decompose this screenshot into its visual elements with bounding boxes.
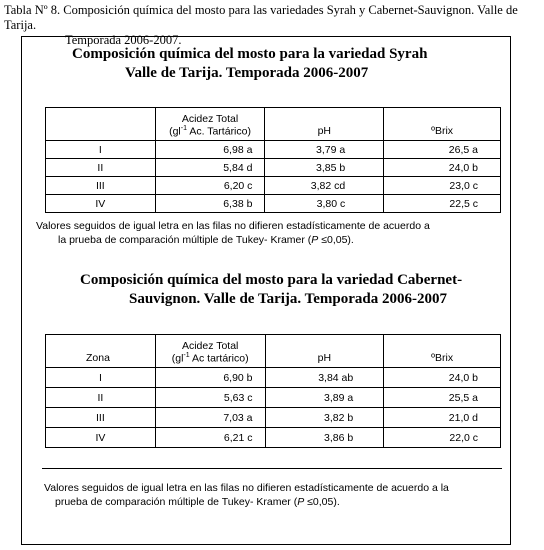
header-acidez: Acidez Total ($gl^{-1}$ Ac tartárico) bbox=[155, 335, 265, 368]
caption-line-1: Tabla Nº 8. Composición química del mosto para las variedades Syrah y Cabernet-Sauvignon. Valle de Tarija. bbox=[4, 3, 518, 32]
header-zona: Zona bbox=[46, 335, 156, 368]
table-row: III 6,20 c 3,82 cd 23,0 c bbox=[46, 177, 501, 195]
table-row: II 5,84 d 3,85 b 24,0 b bbox=[46, 159, 501, 177]
cabernet-title-line-1: Composición química del mosto para la variedad Cabernet- bbox=[80, 272, 463, 288]
header-ph: pH bbox=[265, 335, 384, 368]
cabernet-header-row bbox=[46, 335, 501, 368]
cabernet-table bbox=[45, 334, 501, 448]
header-brix: ºBrix bbox=[384, 335, 501, 368]
syrah-footnote: Valores seguidos de igual letra en las filas no difieren estadísticamente de acuerdo a la prueba de comparación múltiple de Tukey- Kramer (P ≤0,05). bbox=[36, 220, 430, 246]
header-brix: ºBrix bbox=[384, 108, 501, 141]
caption-line-2: Temporada 2006-2007. bbox=[65, 33, 182, 47]
syrah-title-line-2: Valle de Tarija. Temporada 2006-2007 bbox=[125, 65, 369, 81]
header-ph: pH bbox=[265, 108, 384, 141]
divider-line bbox=[42, 468, 502, 469]
table-row: I 6,98 a 3,79 a 26,5 a bbox=[46, 141, 501, 159]
cabernet-title bbox=[0, 271, 544, 309]
table-row: II 5,63 c 3,89 a 25,5 a bbox=[46, 388, 501, 408]
header-zona bbox=[46, 108, 156, 141]
syrah-title-line-1: Composición química del mosto para la variedad Syrah bbox=[72, 46, 428, 62]
table-row: IV 6,21 c 3,86 b 22,0 c bbox=[46, 428, 501, 448]
table-row: III 7,03 a 3,82 b 21,0 d bbox=[46, 408, 501, 428]
header-acidez: Acidez Total ($gl^{-1}$ Ac. Tartárico) bbox=[155, 108, 265, 141]
cabernet-footnote: Valores seguidos de igual letra en las filas no difieren estadísticamente de acuerdo a la prueba de comparación múltiple de Tukey- Kramer (P ≤0,05). bbox=[44, 482, 449, 508]
table-row: I 6,90 b 3,84 ab 24,0 b bbox=[46, 368, 501, 388]
cabernet-title-line-2: Sauvignon. Valle de Tarija. Temporada 2006-2007 bbox=[129, 291, 447, 307]
table-row: IV 6,38 b 3,80 c 22,5 c bbox=[46, 195, 501, 213]
syrah-title bbox=[0, 45, 544, 83]
syrah-table bbox=[45, 107, 501, 213]
syrah-header-row bbox=[46, 108, 501, 141]
